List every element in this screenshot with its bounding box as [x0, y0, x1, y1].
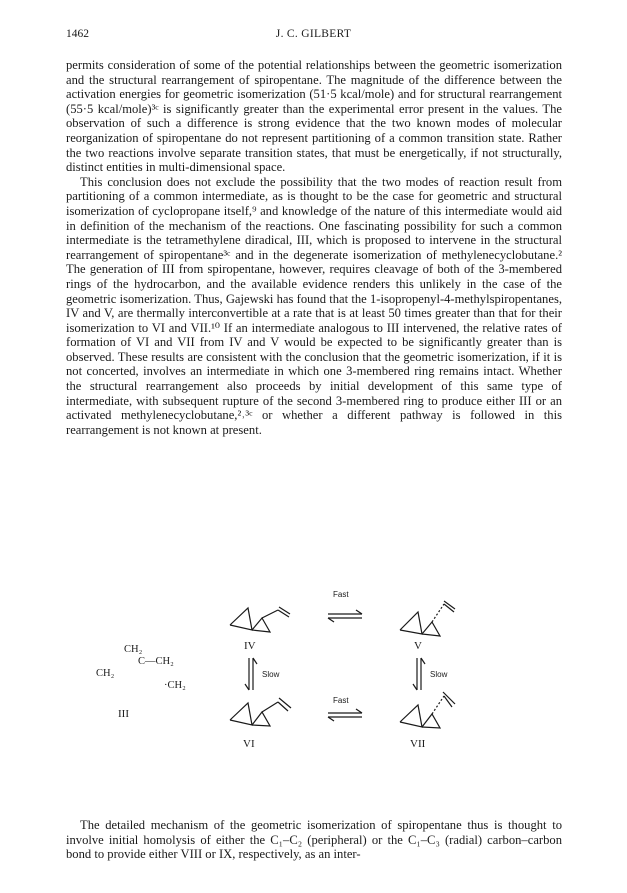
equilibrium-arrow-left — [245, 658, 257, 690]
bottom-text — [66, 818, 562, 862]
running-head: J. C. GILBERT — [275, 28, 352, 40]
paragraph-3: The detailed mechanism of the geometric isomerization of spiropentane thus is thought to involve initial homolysis of either the C₁–C₂ (peripheral) or the C₁–C₃ (radial) carbon–carbon bond to provide either VIII or IX, respectively, as an inter- — [66, 818, 562, 862]
paragraph-1: permits consideration of some of the potential relationships between the geometric isomerization and the structural rearrangement of spiropentane. The magnitude of the difference between the activation energies for geometric isomerization (51·5 kcal/mole) and for structural rearrangement (55·5 kcal/mole)³ᶜ is significantly greater than the experimental error present in the values. The observation of such a difference is strong evidence that the two known modes of molecular reorganization of spiropentane do not represent partitioning of a common transition state. Rather the two reactions involve separate transition states, that must be energetically, if not structurally, distinct entities in multi-dimensional space. — [66, 58, 562, 175]
paragraph-2: This conclusion does not exclude the possibility that the two modes of reaction result from partitioning of a common intermediate, as is thought to be the case for geometric and structural isomerization of cyclopropane itself,⁹ and knowledge of the nature of this intermediate would aid in definition of the mechanism of the reactions. One fascinating possibility for such a common intermediate is the tetramethylene diradical, III, which is proposed to intervene in the structural rearrangement of spiropentane³ᶜ and in the degenerate isomerization of methylenecyclobutane.² The generation of III from spiropentane, however, requires cleavage of both of the 3-membered rings of the hydrocarbon, and the available evidence renders this unlikely in the case of the geometric isomerization. Thus, Gajewski has found that the 1-isopropenyl-4-methylspiropentanes, IV and V, are thermally interconvertible at a rate that is at least 50 times greater than that for their isomerization to VI and VII.¹⁰ If an intermediate analogous to III intervened, the relative rates of formation of VI and VII from IV and V would be expected to be significantly greater than is observed. These results are consistent with the conclusion that the geometric isomerization, if it is not concerted, involves an intermediate in which one 3-membered ring remains intact. Whether the structural rearrangement also proceeds by initial development of this same type of intermediate, with subsequent rupture of the second 3-membered ring to produce either III or an activated methylenecyclobutane,²˒³ᶜ or whether a different pathway is followed in this rearrangement is not known at present. — [66, 174, 562, 437]
equilibrium-arrow-right — [413, 658, 425, 690]
label-VI: VI — [243, 738, 255, 750]
diradical-line-4: ·CH₂ — [164, 680, 186, 691]
structure-VI — [230, 698, 291, 726]
diradical-line-3: CH₂ — [96, 668, 115, 679]
slow-label-left: Slow — [262, 670, 280, 679]
diradical-line-2: C—CH₂ — [138, 656, 174, 667]
structure-VII — [400, 692, 455, 728]
label-III: III — [118, 708, 129, 720]
structure-IV — [230, 607, 290, 632]
label-IV: IV — [244, 640, 256, 652]
reaction-scheme — [0, 590, 627, 805]
diradical-III — [96, 644, 186, 692]
label-V: V — [414, 640, 422, 652]
page-header — [66, 28, 561, 44]
equilibrium-arrow-top — [328, 610, 362, 622]
diradical-line-1: CH₂ — [124, 644, 143, 655]
page-number: 1462 — [66, 28, 89, 40]
equilibrium-arrow-bottom — [328, 709, 362, 721]
fast-label-top: Fast — [333, 590, 349, 599]
reaction-scheme-drawing — [0, 590, 627, 805]
slow-label-right: Slow — [430, 670, 448, 679]
label-VII: VII — [410, 738, 426, 750]
body-text — [66, 58, 562, 437]
fast-label-bottom: Fast — [333, 696, 349, 705]
structure-V — [400, 601, 455, 636]
